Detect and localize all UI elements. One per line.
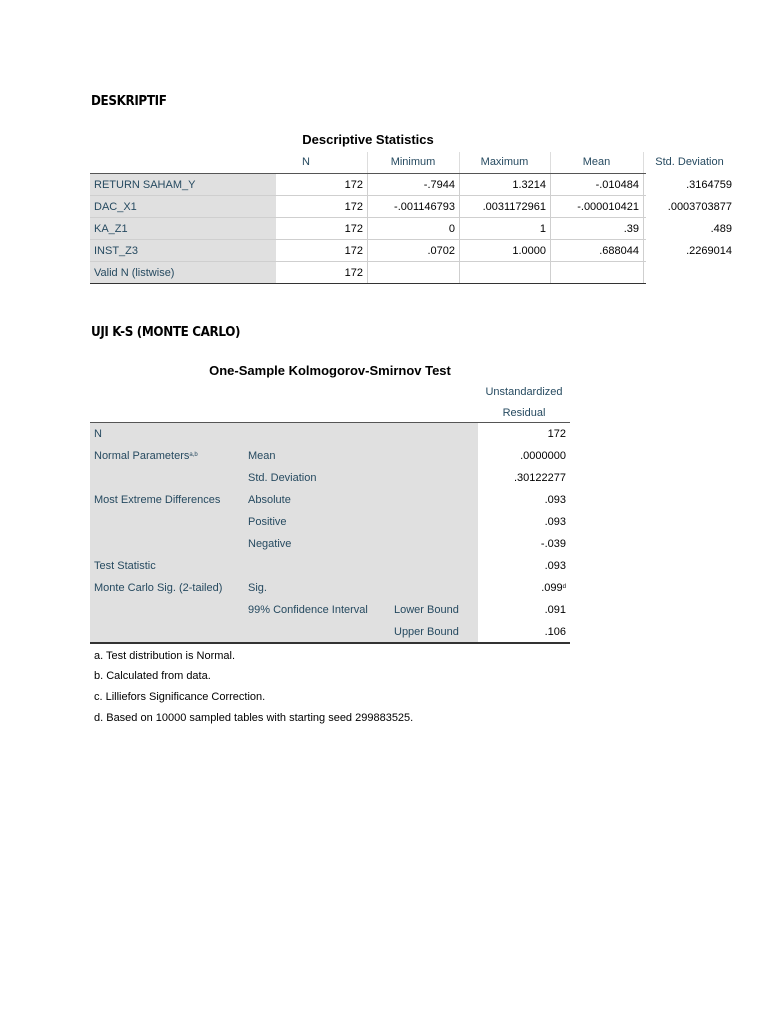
- table-row: [90, 196, 732, 218]
- row-label-std-deviation: Std. Deviation: [244, 467, 478, 489]
- row-label-negative: Negative: [244, 533, 478, 555]
- cell-n: 172: [344, 179, 363, 191]
- row-label-test-statistic: Test Statistic: [90, 555, 478, 577]
- cell-test-statistic: .093: [478, 555, 570, 577]
- cell-sig: .099$^d$: [478, 577, 570, 599]
- cell-negative: -.039: [478, 533, 570, 555]
- row-label: INST_Z3: [90, 240, 276, 261]
- table-row: [90, 174, 732, 196]
- column-header-n: N: [302, 156, 310, 168]
- cell-minimum: [367, 262, 459, 283]
- cell-maximum: .0031172961: [459, 196, 550, 217]
- cell-n: 172: [344, 267, 363, 279]
- column-header-maximum: Maximum: [480, 156, 529, 168]
- ks-table-title: One-Sample Kolmogorov-Smirnov Test: [209, 363, 451, 378]
- row-label-n: N: [90, 423, 478, 445]
- row-label-normal-parameters: Normal Parameters$^{a,b}$: [90, 445, 244, 467]
- cell-mean: [550, 262, 643, 283]
- cell-lower-bound: .091: [478, 599, 570, 621]
- cell-minimum: .0702: [367, 240, 459, 261]
- row-label: KA_Z1: [90, 218, 276, 239]
- row-label: DAC_X1: [90, 196, 276, 217]
- row-label-sig: Sig.: [244, 577, 478, 599]
- footnote-b: b. Calculated from data.: [94, 670, 211, 682]
- table-header: [90, 152, 724, 174]
- cell-n: 172: [344, 201, 363, 213]
- footnote-d: d. Based on 10000 sampled tables with starting seed 299883525.: [94, 712, 414, 724]
- cell-mean: -.000010421: [550, 196, 643, 217]
- column-header-std-deviation: Std. Deviation: [655, 156, 724, 168]
- cell-std-deviation: .30122277: [478, 467, 570, 489]
- footnote-c: c. Lilliefors Significance Correction.: [94, 691, 266, 703]
- row-label-mean: Mean: [244, 445, 478, 467]
- column-header-line2: Residual: [502, 407, 546, 419]
- table-row: [90, 262, 646, 284]
- descriptive-table-title: Descriptive Statistics: [302, 132, 434, 147]
- cell-n: 172: [344, 245, 363, 257]
- cell-n: 172: [344, 223, 363, 235]
- cell-maximum: [459, 262, 550, 283]
- table-row: [90, 218, 732, 240]
- section-heading-ks: UJI K-S (MONTE CARLO): [91, 325, 241, 340]
- cell-mean: -.010484: [550, 174, 643, 195]
- ks-table-body: [90, 423, 570, 643]
- column-header-mean: Mean: [582, 156, 611, 168]
- cell-mean: .688044: [550, 240, 643, 261]
- cell-maximum: 1: [459, 218, 550, 239]
- cell-n: 172: [478, 423, 570, 445]
- cell-minimum: -.001146793: [367, 196, 459, 217]
- cell-minimum: -.7944: [367, 174, 459, 195]
- ks-test-table: [90, 381, 570, 643]
- row-label-most-extreme-differences: Most Extreme Differences: [90, 489, 244, 511]
- cell-std-deviation: .489: [643, 218, 736, 239]
- row-label: RETURN SAHAM_Y: [90, 174, 276, 195]
- cell-maximum: 1.3214: [459, 174, 550, 195]
- cell-maximum: 1.0000: [459, 240, 550, 261]
- cell-mean: .0000000: [478, 445, 570, 467]
- cell-std-deviation: [643, 262, 736, 283]
- cell-mean: .39: [550, 218, 643, 239]
- row-label-positive: Positive: [244, 511, 478, 533]
- row-label-confidence-interval: 99% Confidence Interval: [244, 599, 390, 621]
- cell-minimum: 0: [367, 218, 459, 239]
- cell-std-deviation: .2269014: [643, 240, 736, 261]
- table-header: [90, 381, 570, 423]
- footnote-a: a. Test distribution is Normal.: [94, 650, 236, 662]
- row-label: Valid N (listwise): [90, 262, 276, 283]
- cell-std-deviation: .3164759: [643, 174, 736, 195]
- cell-std-deviation: .0003703877: [643, 196, 736, 217]
- column-header-line1: Unstandardized: [485, 386, 563, 398]
- table-row: [90, 240, 732, 262]
- column-header-minimum: Minimum: [390, 156, 436, 168]
- row-label-lower-bound: Lower Bound: [390, 599, 478, 621]
- row-label-monte-carlo: Monte Carlo Sig. (2-tailed): [90, 577, 244, 599]
- row-label-upper-bound: Upper Bound: [390, 621, 478, 643]
- cell-positive: .093: [478, 511, 570, 533]
- row-label-absolute: Absolute: [244, 489, 478, 511]
- section-heading-descriptive: DESKRIPTIF: [91, 94, 167, 109]
- descriptive-statistics-table: [90, 152, 732, 284]
- cell-upper-bound: .106: [478, 621, 570, 643]
- cell-absolute: .093: [478, 489, 570, 511]
